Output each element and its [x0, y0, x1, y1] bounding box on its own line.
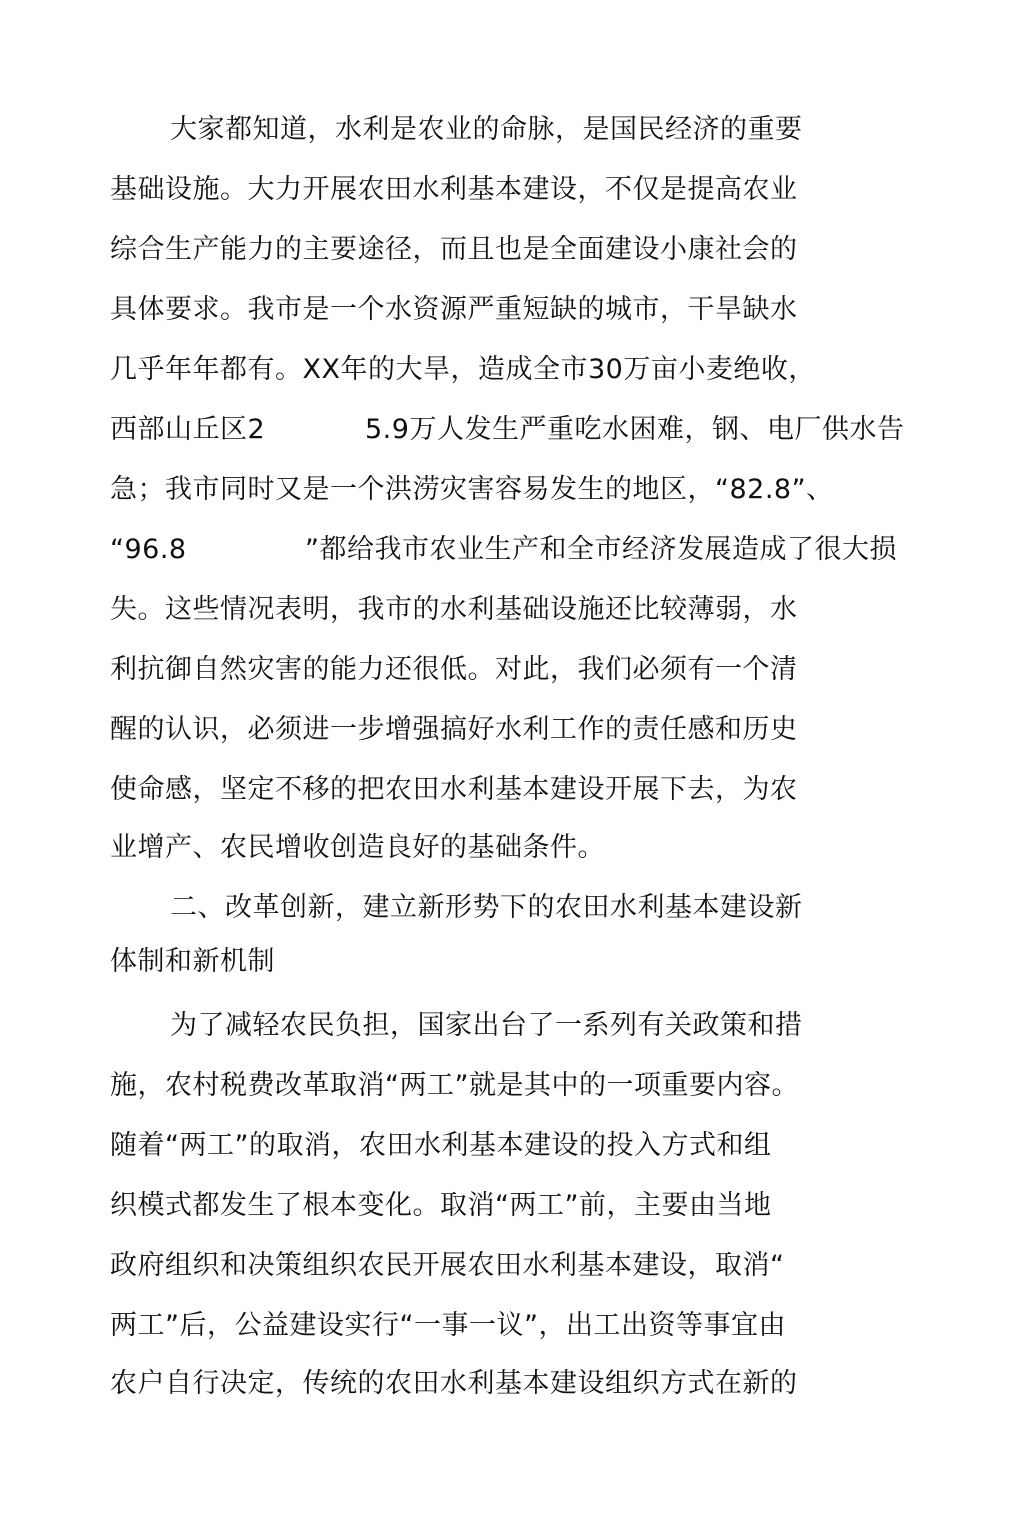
paragraph-line: 利抗御自然灾害的能力还很低。对此，我们必须有一个清 — [110, 654, 798, 685]
line-segment: “96.8 — [110, 534, 187, 565]
paragraph-line: 织模式都发生了根本变化。取消“两工”前，主要由当地 — [110, 1190, 772, 1221]
paragraph-line: 大家都知道，水利是农业的命脉，是国民经济的重要 — [170, 114, 803, 145]
section-heading-line: 二、改革创新，建立新形势下的农田水利基本建设新 — [170, 892, 803, 923]
paragraph-line: 施，农村税费改革取消“两工”就是其中的一项重要内容。 — [110, 1070, 799, 1101]
paragraph-line: 农户自行决定，传统的农田水利基本建设组织方式在新的 — [110, 1368, 798, 1399]
paragraph-line: 失。这些情况表明，我市的水利基础设施还比较薄弱，水 — [110, 594, 798, 625]
line-segment: 西部山丘区2 — [110, 414, 266, 445]
paragraph-line: 具体要求。我市是一个水资源严重短缺的城市，干旱缺水 — [110, 294, 798, 325]
paragraph-line: 醒的认识，必须进一步增强搞好水利工作的责任感和历史 — [110, 714, 798, 745]
paragraph-line: 急；我市同时又是一个洪涝灾害容易发生的地区，“82.8”、 — [110, 474, 834, 505]
paragraph-line: 综合生产能力的主要途径，而且也是全面建设小康社会的 — [110, 234, 798, 265]
paragraph-line: 使命感，坚定不移的把农田水利基本建设开展下去，为农 — [110, 774, 798, 805]
paragraph-line-split — [110, 532, 930, 568]
paragraph-line: 政府组织和决策组织农民开展农田水利基本建设，取消“ — [110, 1250, 785, 1281]
paragraph-line: 为了减轻农民负担，国家出台了一系列有关政策和措 — [170, 1010, 803, 1041]
paragraph-line: 随着“两工”的取消，农田水利基本建设的投入方式和组 — [110, 1130, 772, 1161]
paragraph-line-split — [110, 412, 930, 448]
paragraph-line: 基础设施。大力开展农田水利基本建设，不仅是提高农业 — [110, 174, 798, 205]
paragraph-line: 业增产、农民增收创造良好的基础条件。 — [110, 832, 605, 863]
paragraph-line: 几乎年年都有。XX年的大旱，造成全市30万亩小麦绝收， — [110, 354, 816, 385]
line-segment: ”都给我市农业生产和全市经济发展造成了很大损 — [305, 534, 897, 565]
line-segment: 5.9万人发生严重吃水困难，钢、电厂供水告 — [365, 414, 905, 445]
section-heading-line: 体制和新机制 — [110, 946, 275, 977]
paragraph-line: 两工”后，公益建设实行“一事一议”，出工出资等事宜由 — [110, 1310, 786, 1341]
